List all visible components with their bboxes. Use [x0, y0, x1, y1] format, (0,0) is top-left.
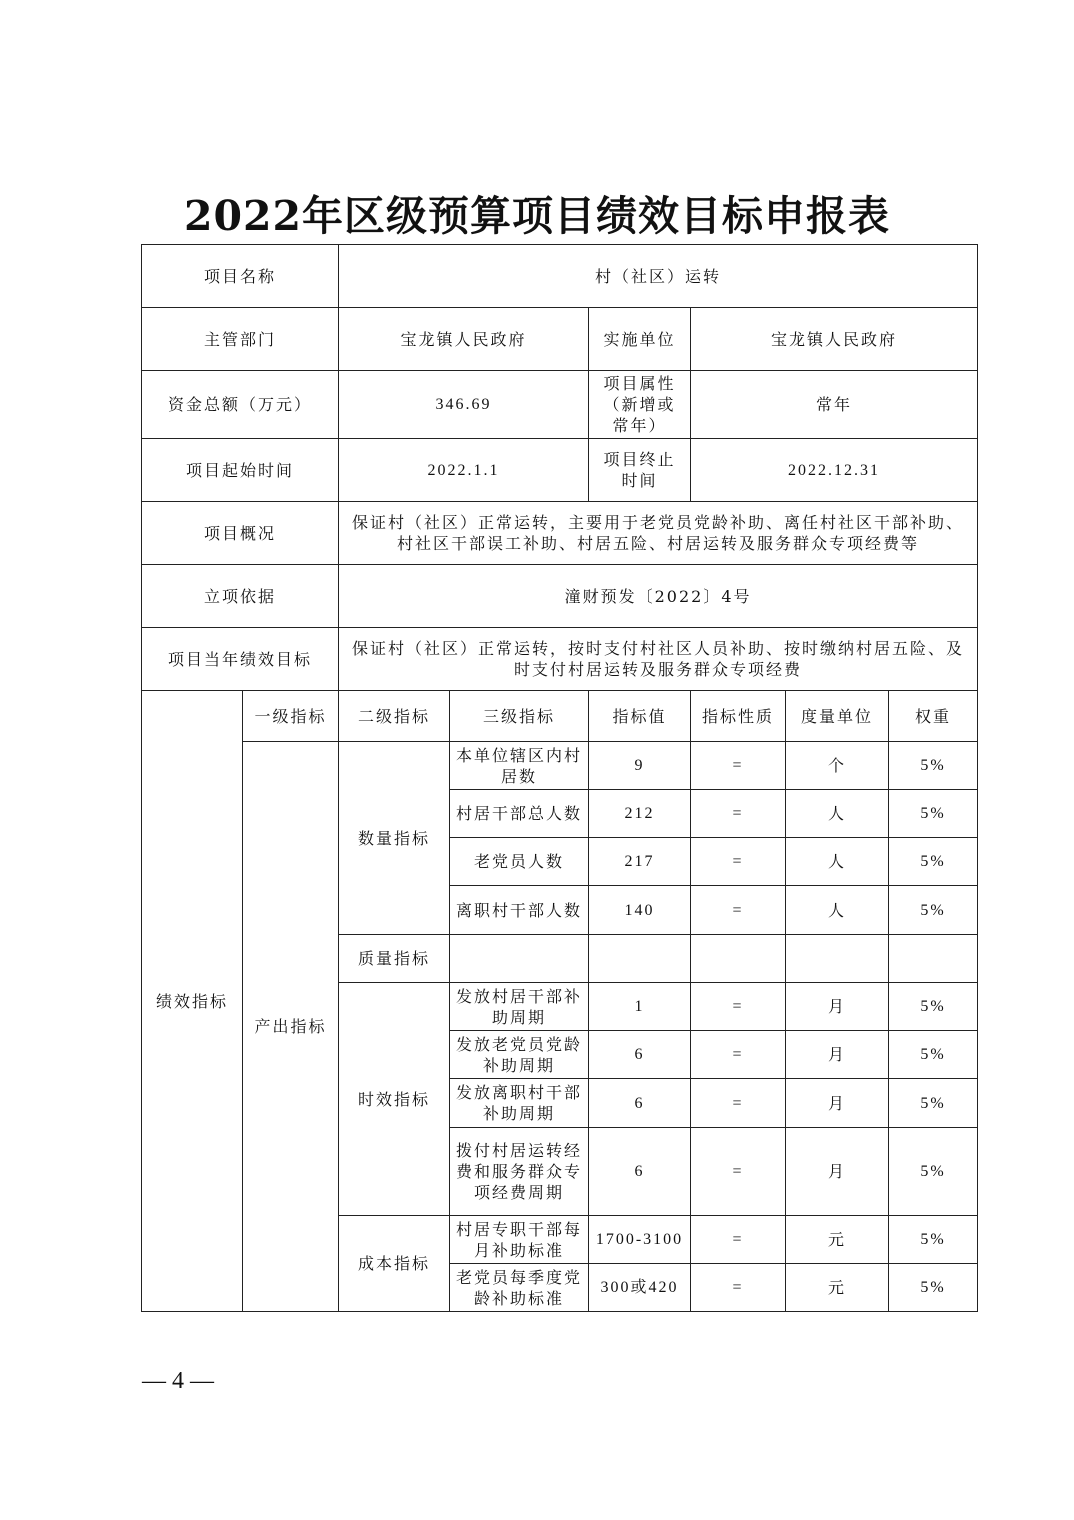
- indicator-value: 6: [589, 1031, 691, 1079]
- empty-cell: [589, 935, 691, 983]
- indicator-unit: 人: [786, 886, 889, 935]
- indicator-unit: 人: [786, 790, 889, 838]
- indicator-name: 发放村居干部补助周期: [450, 983, 589, 1031]
- page-number: — 4 —: [142, 1368, 214, 1394]
- indicator-weight: 5%: [889, 742, 978, 790]
- indicator-nature: =: [691, 1031, 786, 1079]
- indicator-value: 140: [589, 886, 691, 935]
- indicator-name: 村居干部总人数: [450, 790, 589, 838]
- project-name-value: 村（社区）运转: [339, 245, 978, 308]
- start-value: 2022.1.1: [339, 439, 589, 502]
- dept-label: 主管部门: [142, 308, 339, 371]
- indicator-nature: =: [691, 983, 786, 1031]
- overview-value: 保证村（社区）正常运转，主要用于老党员党龄补助、离任村社区干部补助、村社区干部误工补助、村居五险、村居运转及服务群众专项经费等: [339, 502, 978, 565]
- indicator-weight: 5%: [889, 838, 978, 886]
- indicator-nature: =: [691, 886, 786, 935]
- funds-value: 346.69: [339, 371, 589, 439]
- funds-label: 资金总额（万元）: [142, 371, 339, 439]
- indicator-nature: =: [691, 838, 786, 886]
- level1-output: 产出指标: [243, 742, 339, 1312]
- indicator-name: 老党员每季度党龄补助标准: [450, 1264, 589, 1312]
- indicator-nature: =: [691, 1264, 786, 1312]
- indicator-unit: 月: [786, 983, 889, 1031]
- empty-cell: [786, 935, 889, 983]
- header-nature: 指标性质: [691, 691, 786, 742]
- group-cost: 成本指标: [339, 1216, 450, 1312]
- indicator-unit: 人: [786, 838, 889, 886]
- header-unit: 度量单位: [786, 691, 889, 742]
- header-level2: 二级指标: [339, 691, 450, 742]
- indicator-name: 发放老党员党龄补助周期: [450, 1031, 589, 1079]
- start-label: 项目起始时间: [142, 439, 339, 502]
- goal-label: 项目当年绩效目标: [142, 628, 339, 691]
- indicator-weight: 5%: [889, 1264, 978, 1312]
- overview-label: 项目概况: [142, 502, 339, 565]
- indicator-unit: 月: [786, 1128, 889, 1216]
- indicator-value: 6: [589, 1079, 691, 1128]
- basis-label: 立项依据: [142, 565, 339, 628]
- indicator-name: 离职村干部人数: [450, 886, 589, 935]
- header-value: 指标值: [589, 691, 691, 742]
- indicator-weight: 5%: [889, 1079, 978, 1128]
- indicator-nature: =: [691, 790, 786, 838]
- indicator-value: 6: [589, 1128, 691, 1216]
- end-label: 项目终止时间: [589, 439, 691, 502]
- indicator-nature: =: [691, 742, 786, 790]
- indicator-nature: =: [691, 1079, 786, 1128]
- basis-value: 潼财预发〔2022〕4号: [339, 565, 978, 628]
- indicator-value: 1700-3100: [589, 1216, 691, 1264]
- indicator-name: 老党员人数: [450, 838, 589, 886]
- indicator-weight: 5%: [889, 1031, 978, 1079]
- indicator-weight: 5%: [889, 983, 978, 1031]
- indicator-weight: 5%: [889, 1128, 978, 1216]
- performance-goal-form: [141, 244, 978, 1312]
- group-quantity: 数量指标: [339, 742, 450, 935]
- empty-cell: [450, 935, 589, 983]
- indicator-value: 1: [589, 983, 691, 1031]
- indicator-name: 本单位辖区内村居数: [450, 742, 589, 790]
- indicator-weight: 5%: [889, 790, 978, 838]
- section-label: 绩效指标: [142, 691, 243, 1312]
- indicator-unit: 元: [786, 1264, 889, 1312]
- indicator-value: 9: [589, 742, 691, 790]
- indicator-value: 212: [589, 790, 691, 838]
- indicator-name: 村居专职干部每月补助标准: [450, 1216, 589, 1264]
- indicator-value: 217: [589, 838, 691, 886]
- attr-label: 项目属性（新增或常年）: [589, 371, 691, 439]
- indicator-name: 发放离职村干部补助周期: [450, 1079, 589, 1128]
- header-level1: 一级指标: [243, 691, 339, 742]
- indicator-name: 拨付村居运转经费和服务群众专项经费周期: [450, 1128, 589, 1216]
- end-value: 2022.12.31: [691, 439, 978, 502]
- indicator-weight: 5%: [889, 1216, 978, 1264]
- indicator-unit: 月: [786, 1079, 889, 1128]
- indicator-unit: 个: [786, 742, 889, 790]
- group-quality: 质量指标: [339, 935, 450, 983]
- empty-cell: [691, 935, 786, 983]
- indicator-unit: 月: [786, 1031, 889, 1079]
- indicator-unit: 元: [786, 1216, 889, 1264]
- group-timeliness: 时效指标: [339, 983, 450, 1216]
- impl-label: 实施单位: [589, 308, 691, 371]
- indicator-weight: 5%: [889, 886, 978, 935]
- project-name-label: 项目名称: [142, 245, 339, 308]
- attr-value: 常年: [691, 371, 978, 439]
- indicator-nature: =: [691, 1216, 786, 1264]
- goal-value: 保证村（社区）正常运转，按时支付村社区人员补助、按时缴纳村居五险、及时支付村居运转及服务群众专项经费: [339, 628, 978, 691]
- impl-value: 宝龙镇人民政府: [691, 308, 978, 371]
- indicator-value: 300或420: [589, 1264, 691, 1312]
- header-weight: 权重: [889, 691, 978, 742]
- empty-cell: [889, 935, 978, 983]
- indicator-nature: =: [691, 1128, 786, 1216]
- header-level3: 三级指标: [450, 691, 589, 742]
- dept-value: 宝龙镇人民政府: [339, 308, 589, 371]
- page-title: 2022年区级预算项目绩效目标申报表: [183, 192, 891, 240]
